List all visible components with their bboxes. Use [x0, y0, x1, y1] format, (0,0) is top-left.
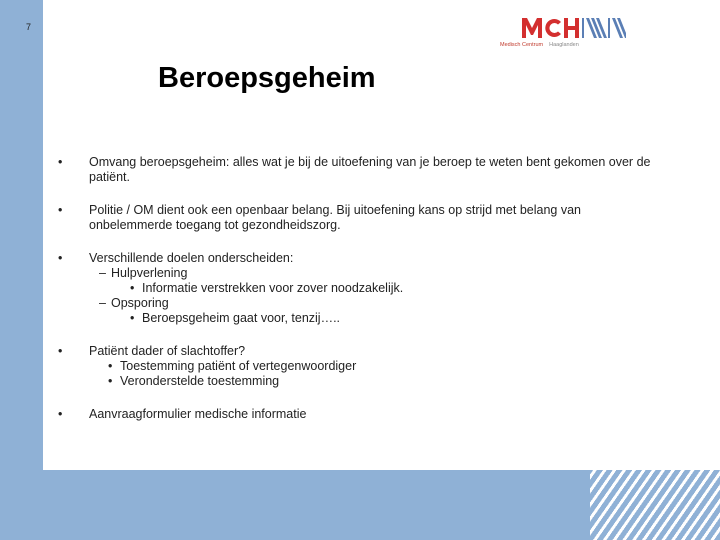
- sub-item-text: Opsporing: [111, 296, 169, 310]
- bullet-text: Patiënt dader of slachtoffer?: [89, 344, 246, 358]
- sub-sub-item: [58, 374, 658, 389]
- bullet-text: Omvang beroepsgeheim: alles wat je bij de uitoefening van je beroep te weten bent gekomen over de patiënt.: [89, 155, 651, 184]
- bullet-item: [58, 251, 658, 326]
- bullet-text: Politie / OM dient ook een openbaar belang. Bij uitoefening kans op strijd met belang van onbelemmerde toegang tot gezondheidszorg.: [89, 203, 581, 232]
- bullet-text: Aanvraagformulier medische informatie: [89, 407, 307, 421]
- bullet-marker: •: [130, 311, 135, 325]
- sub-item-text: Hulpverlening: [111, 266, 188, 280]
- logo-tagline-sub: Haaglanden: [549, 42, 579, 48]
- sub-sub-list: [111, 311, 658, 326]
- bullet-item: [58, 407, 658, 422]
- dash-marker: –: [99, 296, 106, 310]
- sub-item: [89, 266, 658, 296]
- sub-sub-item-text: Beroepsgeheim gaat voor, tenzij…..: [142, 311, 341, 325]
- sub-sub-item: [111, 311, 658, 326]
- sub-sub-item: [111, 281, 658, 296]
- left-decorative-band: [0, 0, 43, 540]
- logo-tagline-main: Medisch Centrum: [500, 42, 544, 48]
- bullet-marker: •: [58, 407, 63, 421]
- slide-title: Beroepsgeheim: [158, 62, 376, 94]
- bullet-text: Verschillende doelen onderscheiden:: [89, 251, 294, 265]
- sub-sub-item-text: Toestemming patiënt of vertegenwoordiger: [120, 359, 357, 373]
- bullet-marker: •: [58, 251, 63, 265]
- sub-sub-item-text: Veronderstelde toestemming: [120, 374, 280, 388]
- bullet-item: [58, 155, 658, 185]
- bullet-marker: •: [58, 155, 63, 169]
- sub-sub-list: [58, 359, 658, 389]
- dash-marker: –: [99, 266, 106, 280]
- logo-tagline: [500, 42, 630, 48]
- bullet-marker: •: [108, 359, 113, 373]
- bullet-marker: •: [58, 203, 63, 217]
- mch-logo-mark-icon: [522, 16, 626, 40]
- bullet-item: [58, 203, 658, 233]
- bullet-marker: •: [58, 344, 63, 358]
- sub-item: [89, 296, 658, 326]
- bullet-item: [58, 344, 658, 389]
- stripe-pattern-decoration: [590, 470, 720, 540]
- mch-logo: [500, 16, 630, 50]
- slide-number: 7: [26, 22, 32, 32]
- bullet-marker: •: [108, 374, 113, 388]
- bullet-list: [58, 155, 658, 440]
- sub-sub-item: [58, 359, 658, 374]
- bullet-marker: •: [130, 281, 135, 295]
- sub-sub-item-text: Informatie verstrekken voor zover noodzakelijk.: [142, 281, 404, 295]
- sub-list: [89, 266, 658, 326]
- sub-sub-list: [111, 281, 658, 296]
